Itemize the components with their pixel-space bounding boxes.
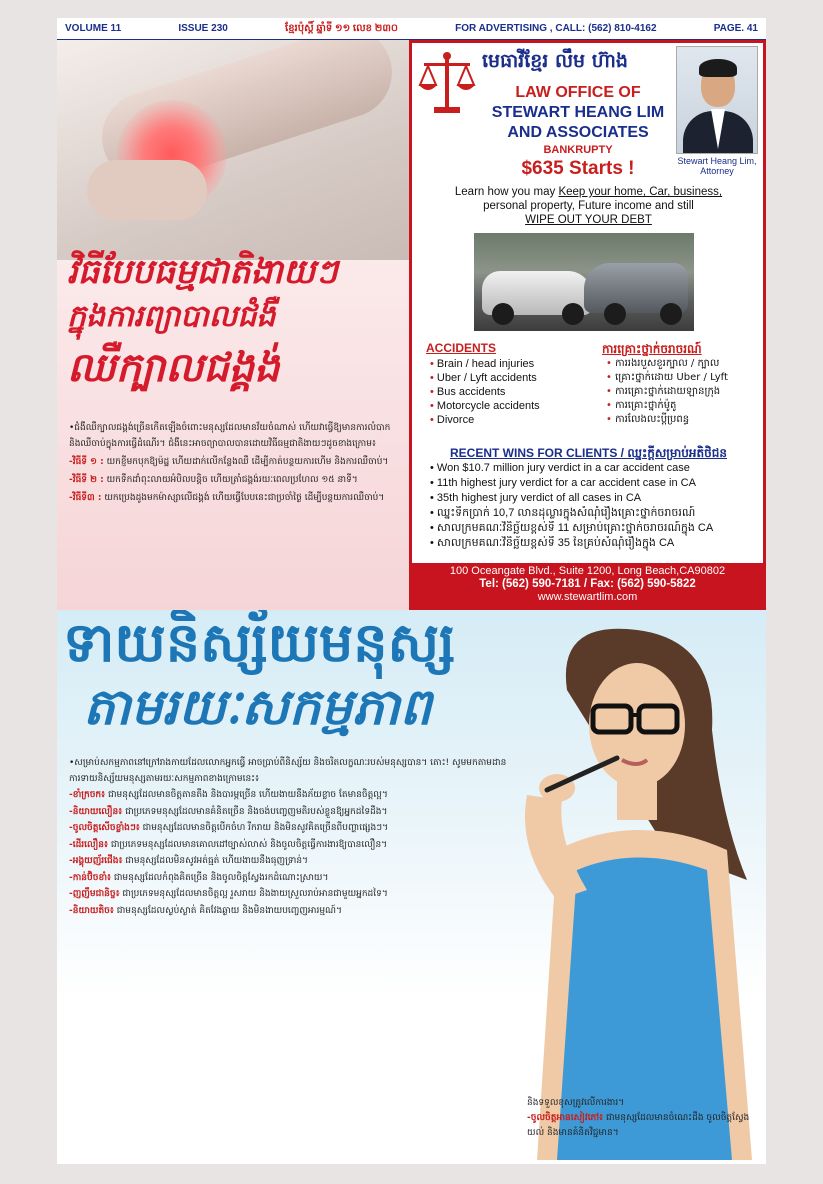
trait-3-text: ជាមនុស្សដែលមានចិត្តបើកចំហ រីករាយ និងមិនសូវគិតច្រើនពីបញ្ហាផ្សេងៗ។ [142,823,389,833]
knee-article [57,40,409,610]
method-1-text: យកខ្ញីមកបុកឱ្យម៉ដ្ឋ ហើយដាក់លើកន្លែងឈឺ ដើម្បីកាត់បន្ថយការហើម និងការឈឺចាប់។ [106,457,389,467]
bankruptcy-label: BANKRUPTY [543,144,613,156]
trait-1-label: -ខាំក្រចក៖ [69,790,106,800]
car-accident-photo [474,233,694,331]
list-item: • 11th highest jury verdict for a car accident case in CA [430,476,760,491]
trait-7-label: -ញញឹមជានិច្ច៖ [69,889,120,899]
trait-4-label: -ដើរលឿន៖ [69,839,108,850]
trait-7-text: ជាប្រភេទមនុស្សដែលមានចិត្តល្អ រួសរាយ និងងាយស្រួលរាប់អានជាមួយអ្នកដទៃ។ [122,889,388,899]
article-intro: •សម្រាប់សកម្មភាពនៅក្រៅរាងកាយដែលលោកអ្នកធ្វើ អាចប្រាប់ពីនិស្ស័យ និងចរិតលក្ខណៈរបស់មនុស្សបាន។ តោះ! សូមមកតាមដានការទាយនិស្ស័យមនុស្សតាមរយៈសកម្មភាពខាងក្រោមនេះ៖ [69,758,507,784]
list-item: • ឈ្នះទឹកប្រាក់ 10,7 លានដុល្លារក្នុងសំណុំរឿងគ្រោះថ្នាក់ចរាចរណ៍ [430,506,760,521]
trait-1-text: ជាមនុស្សដែលមានចិត្តតានតឹង និងបារម្ភច្រើន ហើយងាយនឹងភ័យខ្លាច តែមានចិត្តល្អ។ [107,790,388,800]
method-1-label: -វិធីទី ១ : [69,457,104,467]
thinking-woman-photo [497,620,765,1160]
method-3-text: យកប្រេងដូងមកម៉ាស្សាលើជង្គង់ ហើយធ្វើបែបនេះជាប្រចាំថ្ងៃ ដើម្បីបន្ថយការឈឺចាប់។ [104,493,385,503]
list-item: • ការគ្រោះថ្នាក់ម៉ូតូ [606,399,728,413]
newspaper-page [57,18,766,1164]
khmer-date: ខ្មែរប៉ុស្ដិ៍ ឆ្នាំទី ១១ លេខ ២៣០ [285,23,398,34]
page-header [57,18,766,40]
issue-label: ISSUE 230 [178,23,228,34]
website-link[interactable]: www.stewartlim.com [537,591,638,603]
list-item: • Bus accidents [430,385,540,399]
page-number: PAGE. 41 [713,23,758,34]
accidents-heading: ACCIDENTS [426,341,497,355]
article-title-line1: ទាយនិស្ស័យមនុស្ស [63,611,456,674]
method-2-label: -វិធីទី ២ : [69,475,104,485]
list-item: • សាលក្រមគណៈវិនិច្ឆ័យខ្ពស់ទី 35 នៃគ្រប់សំណុំរឿងក្នុង CA [430,536,760,551]
bankruptcy-price: $635 Starts ! [521,158,635,179]
trait-2-text: ជាប្រភេទមនុស្សដែលមានគំនិតច្រើន និងចង់បញ្ចេញមតិរបស់ខ្លួនឱ្យអ្នកដទៃដឹង។ [125,806,388,817]
learn-text: Learn how you may Keep your home, Car, business, personal property, Future income and still WIPE OUT YOUR DEBT [454,186,723,226]
attorney-caption: Stewart Heang Lim, Attorney [677,156,757,176]
contact-footer [412,563,763,607]
lawyer-khmer-name: មេធាវីខ្មែរ លឹម ហ៊ាង [482,50,628,72]
law-office-line3: AND ASSOCIATES [507,124,649,141]
method-2-text: យកទឹកដាំពុះលាយអំបិលបន្តិច ហើយត្រាំជង្គង់រយៈពេលប្រហែល ១៥ នាទី។ [106,475,358,485]
list-item: • Won $10.7 million jury verdict in a car accident case [430,461,760,476]
recent-wins-heading: RECENT WINS FOR CLIENTS / ឈ្នះក្ដីសម្រាប់អតិថិជន [449,446,727,460]
trait-9-text: ជាមនុស្សដែលមានចំណេះដឹង ចូលចិត្តស្វែងយល់ និងមានគំនិតវិជ្ជមាន។ [527,1113,750,1138]
recent-wins-list [430,461,760,551]
list-item: • ការលែងលះប្ដីប្រពន្ធ [606,413,728,427]
list-item: • គ្រោះថ្នាក់ដោយ Uber / Lyft [606,371,728,385]
list-item: • សាលក្រមគណៈវិនិច្ឆ័យខ្ពស់ទី 11 សម្រាប់គ្រោះថ្នាក់ចរាចរណ៍ក្នុង CA [430,521,760,536]
trait-2-label: -និយាយលឿន៖ [69,806,123,817]
office-address: 100 Oceangate Blvd., Suite 1200, Long Beach,CA90802 [449,565,726,577]
law-office-line1: LAW OFFICE OF [515,84,641,101]
law-office-ad [409,40,766,610]
trait-9-label: -ចូលចិត្តអានសៀវភៅ៖ [527,1113,604,1123]
khmer-accidents-list [606,357,728,427]
personality-article [57,610,766,1164]
knee-title-line2: ក្នុងការព្យាបាលជំងឺ [67,299,276,334]
knee-pain-photo [57,40,409,260]
right-continuation: និងទទួលខុសត្រូវលើការងារ។ [527,1098,625,1108]
list-item: • 35th highest jury verdict of all cases in CA [430,491,760,506]
knee-title-line1: វិធីបែបធម្មជាតិងាយៗ [67,252,338,292]
knee-body [69,420,399,508]
article-title-line2: តាមរយៈសកម្មភាព [83,678,432,736]
trait-6-text: ជាមនុស្សដែលកំពុងគិតច្រើន និងចូលចិត្តស្វែងរកដំណោះស្រាយ។ [113,872,329,883]
law-office-line2: STEWART HEANG LIM [491,104,665,121]
phone-fax: Tel: (562) 590-7181 / Fax: (562) 590-5822 [479,578,696,590]
article-body [69,756,517,920]
article-body-right [527,1096,759,1141]
attorney-photo [676,46,758,154]
scales-of-justice-icon [418,51,476,117]
accidents-list [430,357,540,427]
trait-3-label: -ចូលចិត្តសើចខ្លាំងៗ៖ [69,823,140,833]
knee-title-line3: ឈឺក្បាលជង្គង់ [67,344,280,391]
advertising-contact: FOR ADVERTISING , CALL: (562) 810-4162 [455,23,657,34]
list-item: • ការគ្រោះថ្នាក់ដោយឡានក្រុង [606,385,728,399]
trait-8-text: ជាមនុស្សដែលស្ងប់ស្ងាត់ គិតវែងឆ្ងាយ និងមិនងាយបញ្ចេញអារម្មណ៍។ [116,905,342,916]
trait-4-text: ជាប្រភេទមនុស្សដែលមានគោលដៅច្បាស់លាស់ និងចូលចិត្តធ្វើការងារឱ្យបានលឿន។ [110,839,388,850]
method-3-label: -វិធីទី៣ : [69,493,102,503]
trait-5-label: -អង្គុយញ័រជើង៖ [69,856,123,866]
khmer-accidents-heading: ការគ្រោះថ្នាក់ចរាចរណ៍ [602,342,702,356]
list-item: • Uber / Lyft accidents [430,371,540,385]
trait-8-label: -និយាយតិច៖ [69,905,114,916]
list-item: • Motorcycle accidents [430,399,540,413]
knee-intro: •ជំងឺឈឺក្បាលជង្គង់ច្រើនកើតឡើងចំពោះមនុស្សដែលមានវ័យចំណាស់ ហើយវាធ្វើឱ្យមានការលំបាក និងឈឺចាប់ក្នុងការធ្វើដំណើរ។ ជំងឺនេះអាចព្យាបាលបានដោយវិធីធម្មជាតិងាយៗដូចខាងក្រោម៖ [69,423,391,449]
trait-6-label: -កាន់ប៊ិចខាំ៖ [69,872,111,883]
list-item: • Divorce [430,413,540,427]
list-item: • ការរងរបួសខួរក្បាល / ក្បាល [606,357,728,371]
trait-5-text: ជាមនុស្សដែលមិនសូវអត់ធ្មត់ ហើយងាយនឹងធុញទ្រាន់។ [125,856,308,866]
list-item: • Brain / head injuries [430,357,540,371]
volume-label: VOLUME 11 [65,23,122,34]
